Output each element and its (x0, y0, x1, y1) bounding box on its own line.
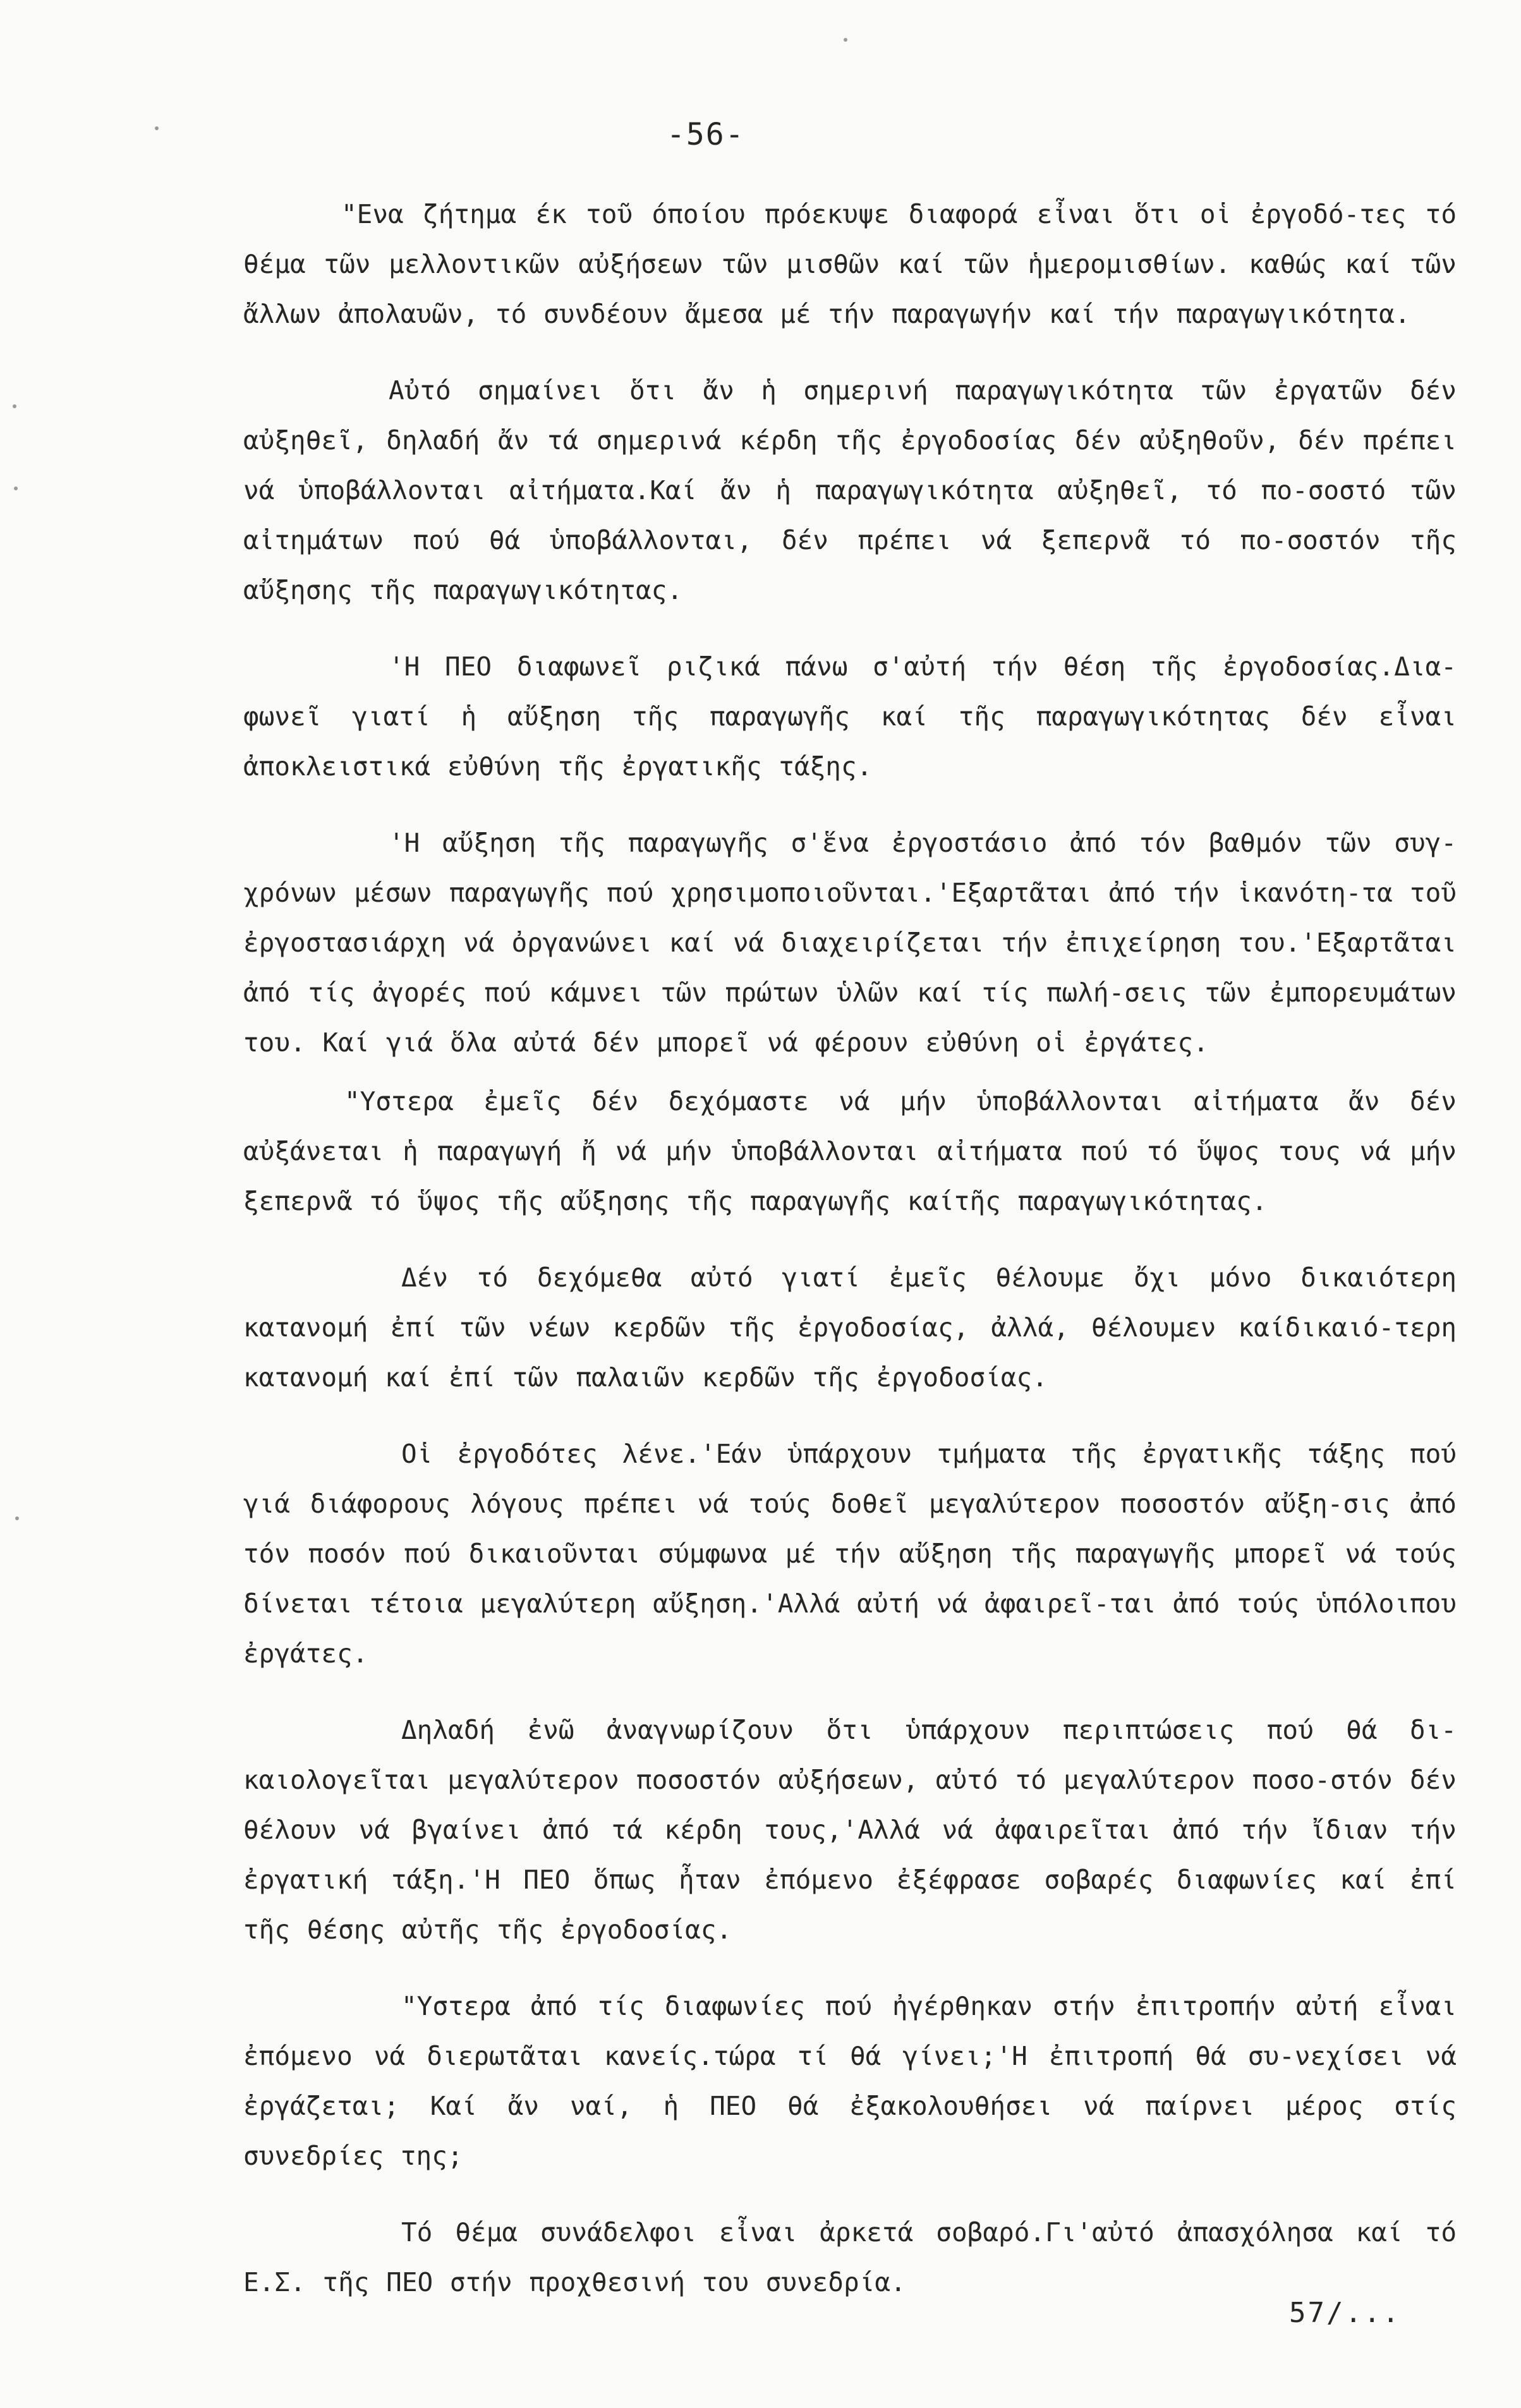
scan-speck (844, 38, 847, 42)
continuation-page-ref: 57/... (1289, 2297, 1401, 2329)
paragraph-6: Δέν τό δεχόμεθα αὐτό γιατί ἐμεῖς θέλουμε ὄχι μόνο δικαιότερη κατανομή ἐπί τῶν νέων κερδῶν τῆς ἐργοδοσίας, ἀλλά, θέλουμεν καίδικαιό-τερη κατανομή καί ἐπί τῶν παλαιῶν κερδῶν τῆς ἐργοδοσίας. (243, 1262, 1457, 1393)
paragraph-9: "Υστερα ἀπό τίς διαφωνίες πού ἠγέρθηκαν στήν ἐπιτροπήν αὐτή εἶναι ἐπόμενο νά διερωτᾶται κανείς.τώρα τί θά γίνει;'Η ἐπιτροπή θά συ-νεχίσει νά ἐργάζεται; Καί ἄν ναί, ἡ ΠΕΟ θά ἐξακολουθήσει νά παίρνει μέρος στίς συνεδρίες της; (243, 1991, 1457, 2171)
paragraph-1: "Ενα ζήτημα έκ τοῦ όποίου πρόεκυψε διαφορά εἶναι ὅτι οἱ ἐργοδό-τες τό θέμα τῶν μελλοντικῶν αὐξήσεων τῶν μισθῶν καί τῶν ἡμερομισθίων. καθώς καί τῶν ἄλλων ἀπολαυῶν, τό συνδέουν ἄμεσα μέ τήν παραγωγήν καί τήν παραγωγικότητα. (243, 199, 1457, 329)
paragraph-8: Δηλαδή ἐνῶ ἀναγνωρίζουν ὅτι ὑπάρχουν περιπτώσεις πού θά δι-καιολογεῖται μεγαλύτερον ποσοστόν αὐξήσεων, αὐτό τό μεγαλύτερον ποσο-στόν δέν θέλουν νά βγαίνει ἀπό τά κέρδη τους,'Αλλά νά ἀφαιρεῖται ἀπό τήν ἴδιαν τήν ἐργατική τάξη.'Η ΠΕΟ ὅπως ἦταν ἐπόμενο ἐξέφρασε σοβαρές διαφωνίες καί ἐπί τῆς θέσης αὐτῆς τῆς ἐργοδοσίας. (243, 1715, 1457, 1945)
paragraph-5: "Υστερα ἐμεῖς δέν δεχόμαστε νά μήν ὑποβάλλονται αἰτήματα ἄν δέν αὐξάνεται ἡ παραγωγή ἤ νά μήν ὑποβάλλονται αἰτήματα πού τό ὕψος τους νά μήν ξεπερνᾶ τό ὕψος τῆς αὔξησης τῆς παραγωγῆς καίτῆς παραγωγικότητας. (243, 1086, 1457, 1216)
paragraph-4: 'Η αὔξηση τῆς παραγωγῆς σ'ἕνα ἐργοστάσιο ἀπό τόν βαθμόν τῶν συγ-χρόνων μέσων παραγωγῆς πού χρησιμοποιοῦνται.'Εξαρτᾶται ἀπό τήν ἱκανότη-τα τοῦ ἐργοστασιάρχη νά ὀργανώνει καί νά διαχειρίζεται τήν ἐπιχείρηση του.'Εξαρτᾶται ἀπό τίς ἀγορές πού κάμνει τῶν πρώτων ὑλῶν καί τίς πωλή-σεις τῶν ἐμπορευμάτων του. Καί γιά ὅλα αὐτά δέν μπορεῖ νά φέρουν εὐθύνη οἱ ἐργάτες. (243, 828, 1457, 1058)
paragraph-2: Αὐτό σημαίνει ὅτι ἄν ἡ σημερινή παραγωγικότητα τῶν ἐργατῶν δέν αὐξηθεῖ, δηλαδή ἄν τά σημερινά κέρδη τῆς ἐργοδοσίας δέν αὐξηθοῦν, δέν πρέπει νά ὑποβάλλονται αἰτήματα.Καί ἄν ἡ παραγωγικότητα αὐξηθεῖ, τό πο-σοστό τῶν αἰτημάτων πού θά ὑποβάλλονται, δέν πρέπει νά ξεπερνᾶ τό πο-σοστόν τῆς αὔξησης τῆς παραγωγικότητας. (243, 375, 1457, 605)
scan-speck (155, 126, 159, 130)
scan-speck (15, 1516, 19, 1520)
paragraph-7: Οἱ ἐργοδότες λένε.'Εάν ὑπάρχουν τμήματα τῆς ἐργατικῆς τάξης πού γιά διάφορους λόγους πρέπει νά τούς δοθεῖ μεγαλύτερον ποσοστόν αὔξη-σις ἀπό τόν ποσόν πού δικαιοῦνται σύμφωνα μέ τήν αὔξηση τῆς παραγωγῆς μπορεῖ νά τούς δίνεται τέτοια μεγαλύτερη αὔξηση.'Αλλά αὐτή νά ἀφαιρεῖ-ται ἀπό τούς ὑπόλοιπου ἐργάτες. (243, 1439, 1457, 1669)
paragraph-10: Τό θέμα συνάδελφοι εἶναι ἀρκετά σοβαρό.Γι'αὐτό ἀπασχόλησα καί τό Ε.Σ. τῆς ΠΕΟ στήν προχθεσινή του συνεδρία. (243, 2217, 1457, 2297)
page-number: -56- (667, 117, 745, 152)
paragraph-3: 'Η ΠΕΟ διαφωνεῖ ριζικά πάνω σ'αὐτή τήν θέση τῆς ἐργοδοσίας.Δια-φωνεῖ γιατί ἡ αὔξηση τῆς παραγωγῆς καί τῆς παραγωγικότητας δέν εἶναι ἀποκλειστικά εὐθύνη τῆς ἐργατικῆς τάξης. (243, 651, 1457, 782)
document-body (243, 190, 1457, 2308)
scan-speck (14, 487, 18, 490)
scan-speck (13, 404, 16, 408)
